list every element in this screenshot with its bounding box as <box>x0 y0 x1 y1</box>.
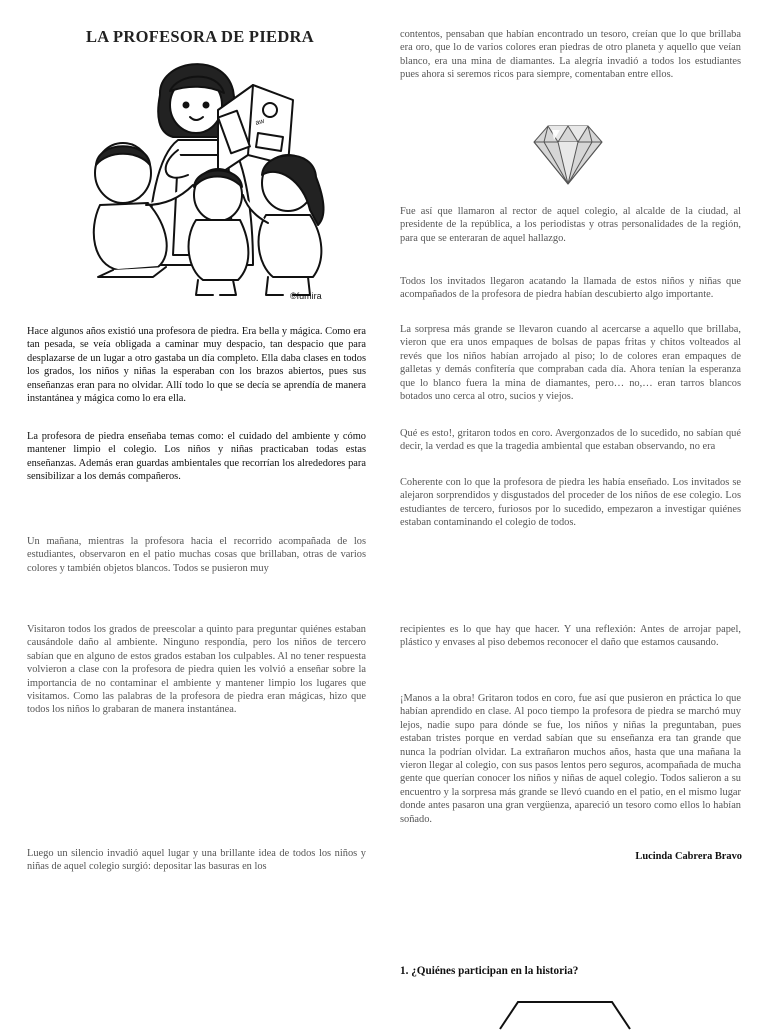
paragraph-rector: Fue así que llamaron al rector de aquel colegio, al alcalde de la ciudad, al presidente de la república, a los periodistas y otras personalidades de la región, para que se enteraran de aquel hallazgo. <box>400 206 741 244</box>
paragraph-guests: Todos los invitados llegaron acatando la llamada de estos niños y niñas que acompañados de la profesora de piedra habían descubierto algo importante. <box>400 276 741 301</box>
paragraph-coherente: Coherente con lo que la profesora de piedra les había enseñado. Los invitados se alejaron sorprendidos y disgustados del proceder de los niños de ese colegio. Los estudiantes de tercero, furiosos por lo sucedido, empezaron a investigar quiénes estaban contaminando el colegio de todos. <box>400 477 741 529</box>
paragraph-silence: Luego un silencio invadió aquel lugar y una brillante idea de todos los niños y niñas de aquel colegio surgió: depositar las basuras en los <box>27 848 366 873</box>
illustration-credit: ©fumira <box>290 291 322 301</box>
paragraph-morning: Un mañana, mientras la profesora hacia el recorrido acompañada de los estudiantes, observaron en el patio muchas cosas que brillaban, otras de varios colores y también objetos blancos. Todos se pusieron muy <box>27 536 366 574</box>
diamond-image <box>532 124 604 186</box>
paragraph-what-is-this: Qué es esto!, gritaron todos en coro. Avergonzados de lo sucedido, no sabían qué decir, la verdad es que la tragedia ambiental que estaban observando, no era <box>400 428 741 453</box>
teacher-children-illustration <box>78 55 333 305</box>
paragraph-teachings: La profesora de piedra enseñaba temas como: el cuidado del ambiente y cómo mantener limpio el colegio. Los niños y niñas practicaban todas estas enseñanzas. Además eran guardas ambientales que recorrían los alrededores para sensibilizar a los demás compañeros. <box>27 431 366 483</box>
paragraph-recipients: recipientes es lo que hay que hacer. Y una reflexión: Antes de arrojar papel, plástico y envases al piso debemos reconocer el daño que estamos causando. <box>400 624 741 649</box>
paragraph-contentos: contentos, pensaban que habían encontrado un tesoro, creían que lo que brillaba era oro, que lo de varios colores eran piedras de otro planeta y aquello que veían blanco, era una mina de diamantes. La alegría invadió a todos los estudiantes pues ahora si seremos ricos para siempre, comentaban entre ellos. <box>400 29 741 81</box>
paragraph-hands-on: ¡Manos a la obra! Gritaron todos en coro, fue así que pusieron en práctica lo que habían aprendido en clase. Al poco tiempo la profesora de piedra se marchó muy lejos, nadie supo para dónde se fue, los niños y niñas la preguntaban, pues estaban tristes porque en verdad sabían que su enseñanza era tan grande que nunca la podrían olvidar. La extrañaron muchos años, hasta que una mañana la vieron llegar al colegio, con sus pasos lentos pero seguros, acompañada de mucha gente que querían conocer los niños y niñas de aquel colegio. Todos salieron a su encuentro y la sorpresa más grande se llevó cuando en el patio, en el mismo lugar donde antes pasaron una gran vergüenza, apareció un tesoro como ellos lo habían soñado. <box>400 693 741 825</box>
paragraph-visited: Visitaron todos los grados de preescolar a quinto para preguntar quiénes estaban causándole daño al ambiente. Ninguno respondía, pero los niños de tercero sabían que en alguno de estos grados estaban los culpables. Al no tener respuesta volvieron a clase con la profesora de piedra quien les volvió a enseñar sobre la importancia de no contaminar el ambiente y mantener limpio los lugares que visitamos. Como las palabras de la profesora de piedra eran mágicas, hizo que todos los niños lo grabaran de manera instantánea. <box>27 624 366 716</box>
question-1: 1. ¿Quiénes participan en la historia? <box>400 965 579 977</box>
answer-shape-outline <box>490 1000 640 1030</box>
paragraph-surprise: La sorpresa más grande se llevaron cuando al acercarse a aquello que brillaba, vieron que era unos empaques de bolsas de papas fritas y chitos volteados al revés que los niños habían arrojado al piso; lo de colores eran empaques de galletas y demás confitería que compraban cada día. Ahora tenían la esperanza que lo blanco fuera la mina de diamantes, pero… no,… eran tarros blancos botados uno cerca al otro, sucios y viejos. <box>400 324 741 403</box>
author-name: Lucinda Cabrera Bravo <box>635 851 742 862</box>
paragraph-intro: Hace algunos años existió una profesora de piedra. Era bella y mágica. Como era tan pesada, se veía obligada a caminar muy despacio, tan despacio que para desplazarse de un lugar a otro gastaba un día completo. Ella daba clases en todos los grados, los niños y niñas la esperaban con los brazos abiertos, pues sus enseñanzas eran para no olvidar. Allí todo lo que se decía se aprendía de manera instantánea y mágica como lo era ella. <box>27 326 366 405</box>
book-text: aw <box>254 117 266 127</box>
story-title: LA PROFESORA DE PIEDRA <box>85 27 314 46</box>
